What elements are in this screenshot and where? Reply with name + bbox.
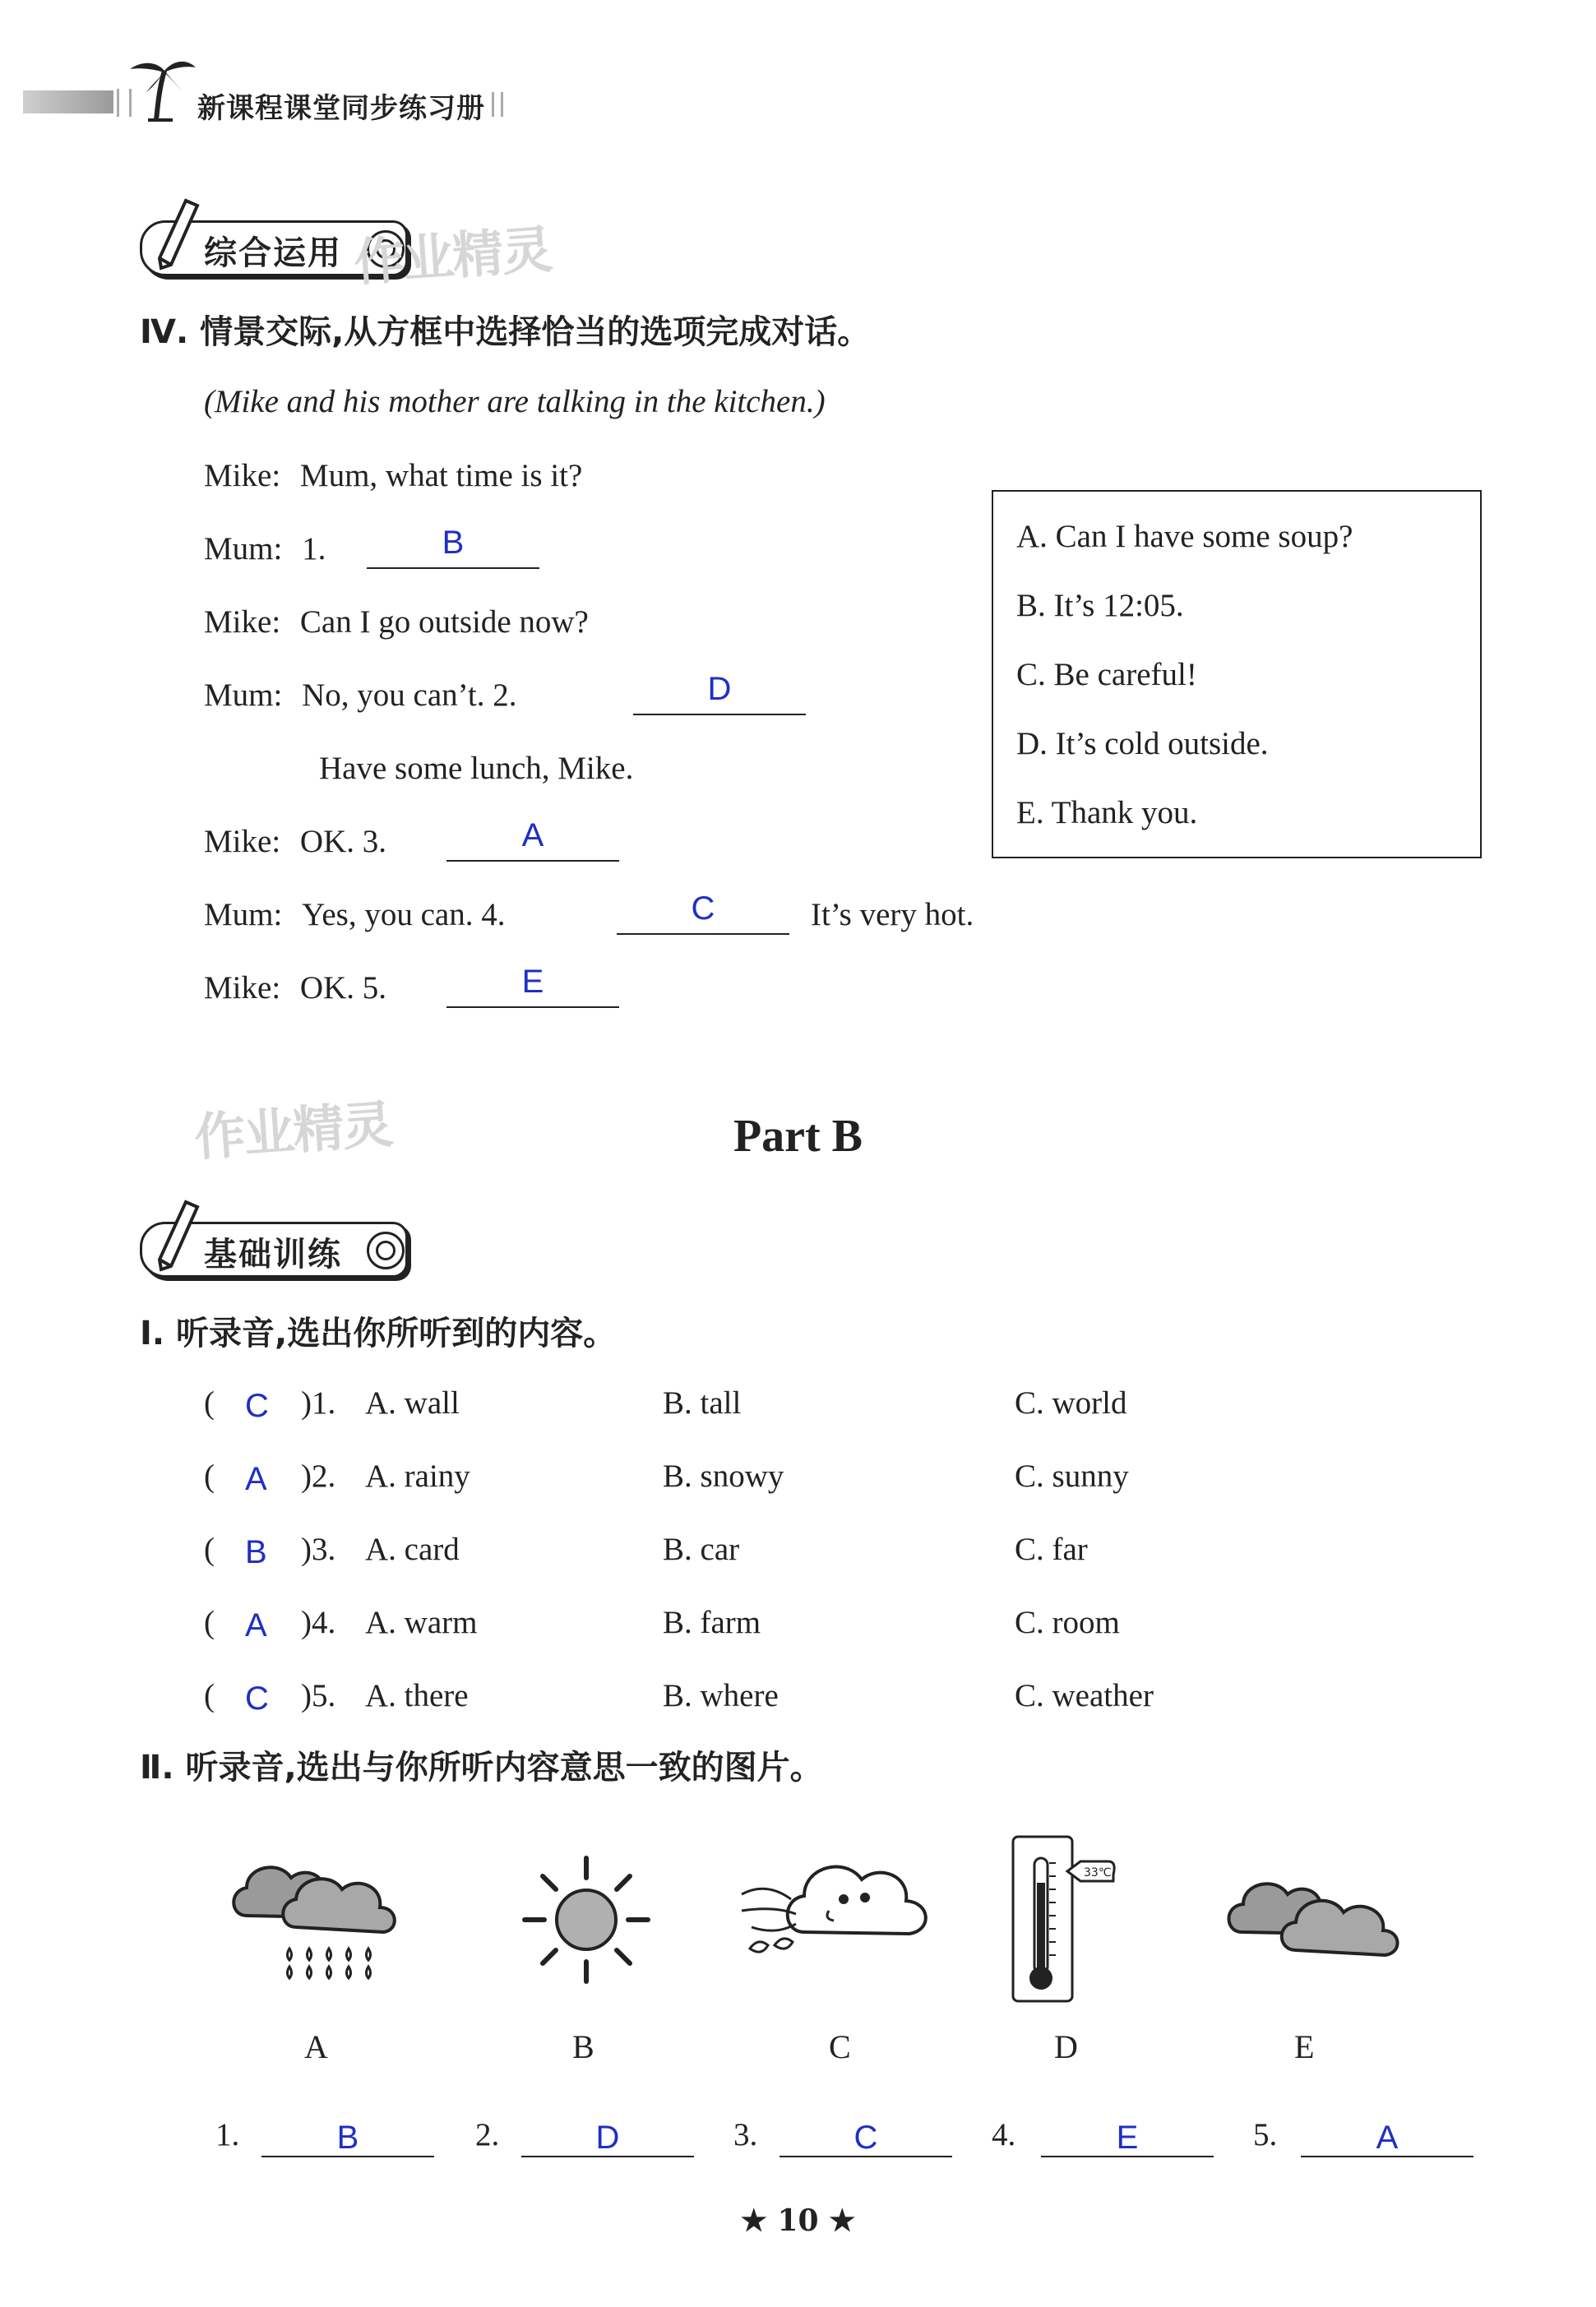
line-text: Mum, what time is it?: [299, 458, 583, 493]
part-title: Part B: [733, 1111, 863, 1162]
speaker: Mike:: [204, 824, 281, 859]
q2-instruction: Ⅱ. 听录音,选出与你所听内容意思一致的图片。: [140, 1749, 823, 1787]
cloud-icon: [1217, 1858, 1406, 1981]
q1-option-b-2: B. snowy: [663, 1459, 784, 1494]
pencil-icon: [153, 197, 202, 271]
answer-blank-5[interactable]: [446, 1006, 619, 1008]
q1-answer-5: C: [245, 1681, 269, 1717]
q1-answer-3: B: [245, 1534, 267, 1570]
q1-num-1: )1.: [301, 1385, 336, 1421]
answer-3: A: [521, 817, 544, 853]
line-text: Can I go outside now?: [299, 604, 589, 640]
q2-num-3: 3.: [733, 2117, 758, 2152]
q1-paren-open: (: [204, 1605, 215, 1640]
picture-label-b: B: [572, 2028, 594, 2065]
speaker: Mum:: [204, 677, 283, 713]
answer-blank-2[interactable]: [633, 714, 806, 715]
q2-answer-2: D: [595, 2120, 620, 2156]
q1-option-c-2: C. sunny: [1015, 1459, 1129, 1494]
section-badge-label: 基础训练: [204, 1236, 342, 1274]
q1-option-c-1: C. world: [1015, 1385, 1127, 1421]
pencil-icon: [153, 1199, 202, 1273]
q1-paren-open: (: [204, 1385, 215, 1421]
q1-instruction: Ⅰ. 听录音,选出你所听到的内容。: [140, 1315, 617, 1352]
picture-label-d: D: [1054, 2028, 1078, 2065]
page-number: ★ 10 ★: [740, 2203, 856, 2238]
picture-label-e: E: [1294, 2028, 1315, 2065]
speaker: Mike:: [204, 458, 281, 493]
line-text: OK. 5.: [299, 970, 387, 1006]
thermometer-reading: 33℃: [1084, 1866, 1112, 1879]
q1-option-a-4: A. warm: [365, 1605, 478, 1640]
q1-num-5: )5.: [301, 1678, 336, 1713]
q1-paren-open: (: [204, 1532, 215, 1567]
dialogue-line-6: [204, 823, 386, 860]
q1-option-a-3: A. card: [365, 1532, 460, 1567]
section1-instruction: Ⅳ. 情景交际,从方框中选择恰当的选项完成对话。: [140, 313, 871, 351]
answer-blank-3[interactable]: [446, 860, 619, 862]
line-text: 1.: [302, 531, 326, 566]
answer-2: D: [707, 671, 732, 707]
speaker: Mum:: [204, 897, 283, 932]
header-bar: [23, 90, 113, 113]
section-badge-label: 综合运用: [204, 234, 342, 272]
picture-label-c: C: [829, 2028, 851, 2065]
line-text: No, you can’t. 2.: [302, 677, 517, 713]
picture-label-a: A: [304, 2028, 328, 2065]
wind-cloud-icon: [733, 1842, 947, 1981]
q1-option-a-1: A. wall: [365, 1385, 460, 1421]
watermark-text: 作业精灵: [352, 219, 553, 294]
speaker: Mike:: [204, 970, 281, 1006]
q1-option-c-3: C. far: [1015, 1532, 1088, 1567]
answer-1: B: [442, 525, 465, 561]
dialogue-line-8: [204, 969, 386, 1006]
q1-option-c-5: C. weather: [1015, 1678, 1154, 1713]
dialogue-line-1: [204, 457, 582, 494]
q1-num-2: )2.: [301, 1459, 336, 1494]
line-text: OK. 3.: [299, 824, 387, 859]
q1-answer-4: A: [245, 1607, 267, 1644]
q2-answer-1: B: [336, 2120, 359, 2156]
dialogue-line-2: [204, 530, 326, 567]
q1-option-a-2: A. rainy: [365, 1459, 470, 1494]
q1-option-b-4: B. farm: [663, 1605, 761, 1640]
sun-icon: [516, 1850, 656, 1990]
q2-num-1: 1.: [215, 2117, 240, 2152]
line-text: Yes, you can. 4.: [302, 897, 506, 932]
q1-answer-1: C: [245, 1388, 269, 1424]
watermark-text: 作业精灵: [192, 1093, 394, 1168]
q1-option-a-5: A. there: [365, 1678, 469, 1713]
q2-answer-5: A: [1376, 2120, 1399, 2156]
dialogue-line-4: [204, 677, 517, 714]
option-b: B. It’s 12:05.: [1016, 588, 1184, 623]
q1-paren-open: (: [204, 1459, 215, 1494]
q2-answer-4: E: [1116, 2120, 1139, 2156]
option-a: A. Can I have some soup?: [1016, 519, 1353, 554]
answer-4: C: [691, 890, 715, 927]
option-e: E. Thank you.: [1016, 795, 1198, 830]
dialogue-context: (Mike and his mother are talking in the kitchen.): [204, 384, 826, 419]
dialogue-line-3: [204, 603, 589, 640]
option-d: D. It’s cold outside.: [1016, 726, 1269, 761]
q1-num-3: )3.: [301, 1532, 336, 1567]
q1-option-b-3: B. car: [663, 1532, 740, 1567]
answer-blank-1[interactable]: [367, 567, 539, 569]
dialogue-line-7: [204, 896, 505, 933]
q1-option-c-4: C. room: [1015, 1605, 1120, 1640]
rain-cloud-icon: [222, 1842, 411, 1990]
dialogue-line-5: Have some lunch, Mike.: [319, 751, 634, 786]
answer-5: E: [521, 964, 544, 1000]
q1-option-b-5: B. where: [663, 1678, 779, 1713]
speaker: Mike:: [204, 604, 281, 640]
q1-option-b-1: B. tall: [663, 1385, 742, 1421]
q2-num-5: 5.: [1253, 2117, 1278, 2152]
q2-num-2: 2.: [475, 2117, 500, 2152]
q2-num-4: 4.: [992, 2117, 1016, 2152]
dialogue-line-7-after: It’s very hot.: [811, 897, 974, 932]
speaker: Mum:: [204, 531, 283, 566]
q1-paren-open: (: [204, 1678, 215, 1713]
option-c: C. Be careful!: [1016, 657, 1197, 692]
answer-blank-4[interactable]: [617, 933, 789, 935]
header-title: 新课程课堂同步练习册: [197, 92, 485, 125]
q2-answer-3: C: [854, 2120, 878, 2156]
palm-tree-icon: [123, 54, 197, 122]
thermometer-icon: [1010, 1833, 1117, 2006]
header-end-divider: [492, 92, 503, 117]
q1-num-4: )4.: [301, 1605, 336, 1640]
q1-answer-2: A: [245, 1461, 267, 1497]
badge-knob-icon: [367, 1232, 405, 1269]
